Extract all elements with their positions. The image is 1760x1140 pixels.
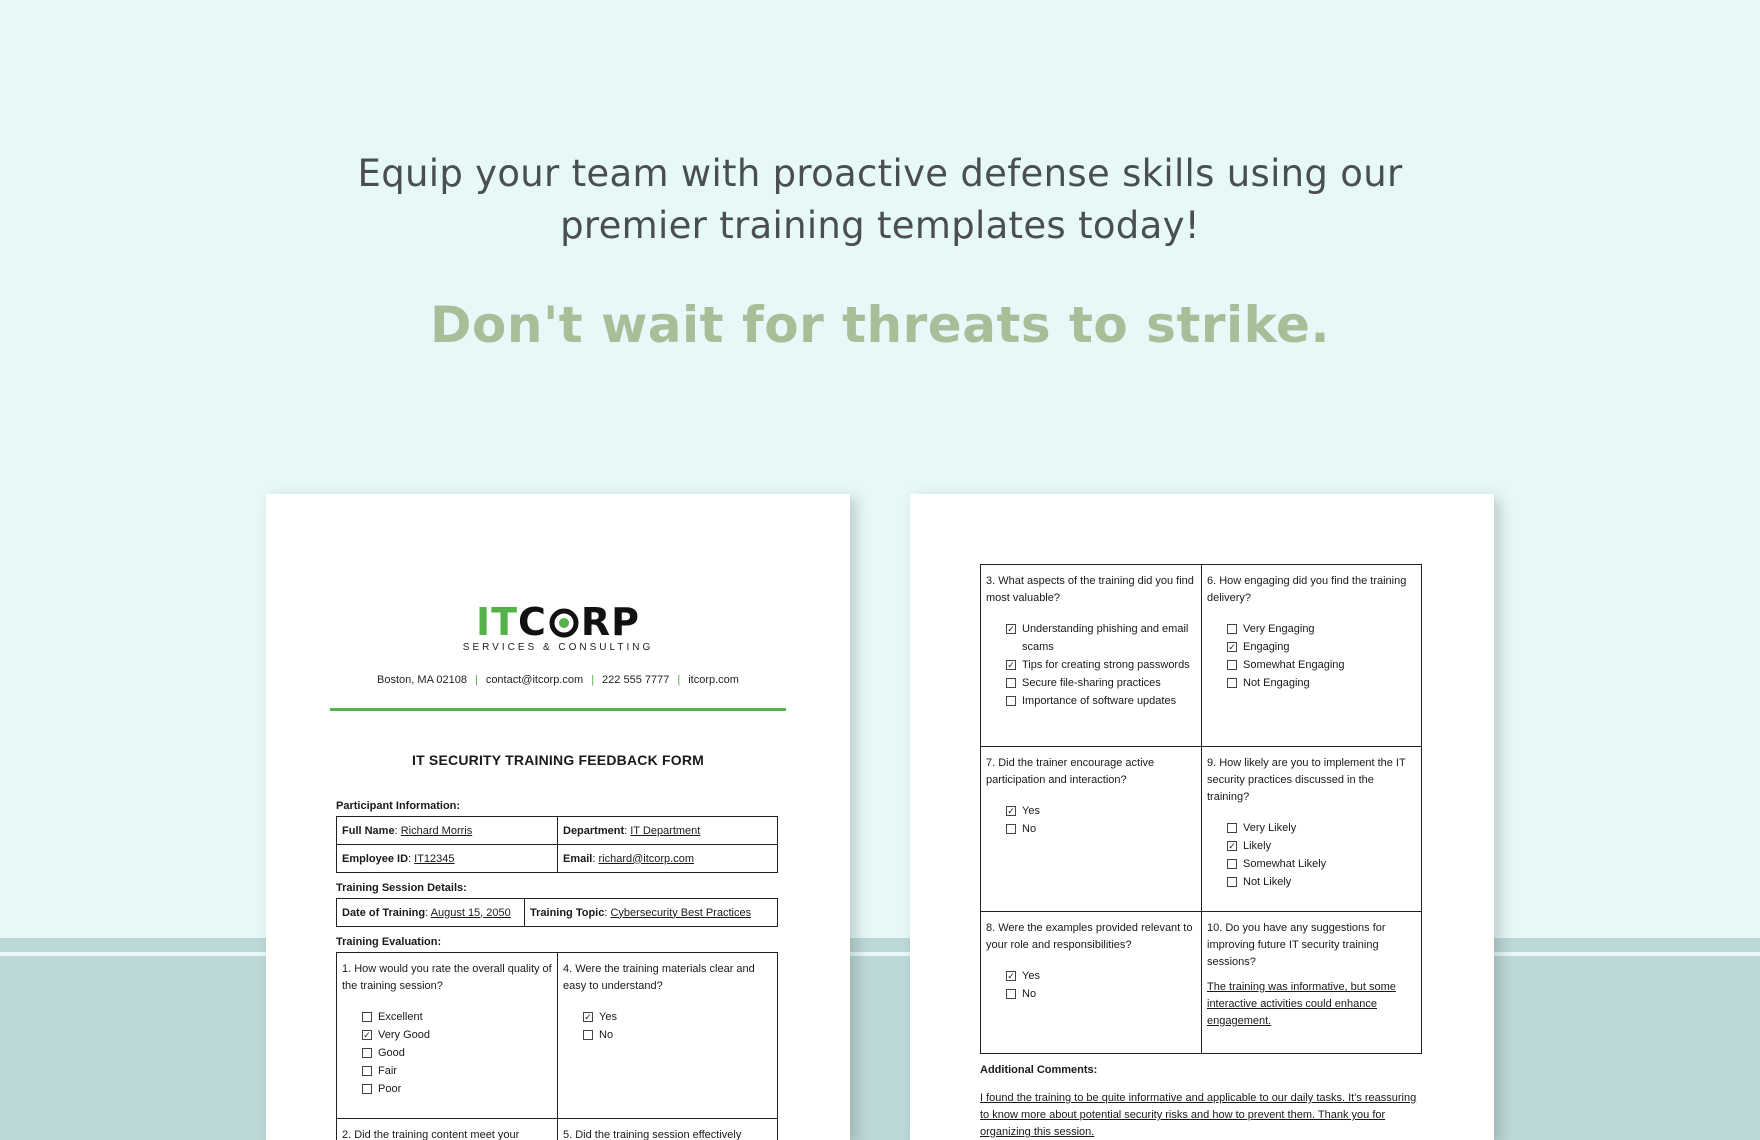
contact-line: Boston, MA 02108 | contact@itcorp.com | 222 555 7777 | itcorp.com [377, 674, 739, 686]
question-4-cell [558, 953, 778, 1119]
contact-address: Boston, MA 02108 [377, 674, 467, 686]
option-item [362, 1080, 552, 1098]
logo-corp-c: C [518, 600, 547, 644]
logo-o-icon [547, 602, 581, 642]
option-label: Yes [1022, 970, 1040, 982]
question-6-cell [1202, 565, 1422, 747]
checkbox[interactable] [1006, 989, 1016, 999]
checkbox[interactable] [1227, 678, 1237, 688]
option-label: Yes [599, 1011, 617, 1023]
option-item [1006, 820, 1196, 838]
question-7-options [986, 802, 1196, 838]
question-9-cell [1202, 747, 1422, 912]
evaluation-section-label: Training Evaluation: [336, 936, 442, 948]
checkbox[interactable]: ✓ [1007, 624, 1015, 634]
checkbox[interactable]: ✓ [1007, 660, 1015, 670]
question-3-cell [981, 565, 1202, 747]
question-5-cell [558, 1119, 778, 1140]
question-7-cell [981, 747, 1202, 912]
headline [0, 148, 1760, 252]
question-7-text: 7. Did the trainer encourage active participation and interaction? [986, 757, 1155, 786]
checkbox[interactable]: ✓ [1007, 971, 1015, 981]
option-item [1227, 855, 1416, 873]
checkbox[interactable]: ✓ [1007, 806, 1015, 816]
checkbox[interactable] [1227, 624, 1237, 634]
question-10-text: 10. Do you have any suggestions for improving future IT security training sessions? [1207, 922, 1386, 968]
option-item [1227, 620, 1416, 638]
date-value: August 15, 2050 [430, 906, 511, 919]
option-label: Poor [378, 1083, 402, 1095]
question-1-options [342, 1008, 552, 1098]
option-item [1006, 674, 1196, 692]
participant-table [336, 816, 778, 873]
date-cell: Date of Training: August 15, 2050 [337, 899, 525, 927]
option-item [1227, 656, 1416, 674]
question-9-options [1207, 819, 1416, 891]
option-item [362, 1026, 552, 1044]
option-label: Not Engaging [1243, 677, 1310, 689]
checkbox[interactable] [1006, 824, 1016, 834]
checkbox[interactable] [1227, 877, 1237, 887]
session-table [336, 898, 778, 927]
option-item [1227, 674, 1416, 692]
option-label: Fair [378, 1065, 397, 1077]
background-band-lower [0, 956, 1760, 1140]
option-item [1227, 837, 1416, 855]
checkbox[interactable]: ✓ [1228, 642, 1236, 652]
question-9-text: 9. How likely are you to implement the IT security practices discussed in the training? [1207, 757, 1406, 803]
question-3-text: 3. What aspects of the training did you find most valuable? [986, 575, 1194, 604]
employee-id-value: IT12345 [414, 852, 455, 865]
option-label: Importance of software updates [1022, 695, 1177, 707]
option-item [1227, 638, 1416, 656]
question-6-options [1207, 620, 1416, 692]
option-label: No [1022, 823, 1037, 835]
option-label: Yes [1022, 805, 1040, 817]
participant-section-label: Participant Information: [336, 800, 461, 812]
session-section-label: Training Session Details: [336, 882, 467, 894]
checkbox[interactable] [362, 1012, 372, 1022]
question-4-options [563, 1008, 772, 1044]
full-name-cell: Full Name: Richard Morris [337, 817, 558, 845]
option-item [1006, 985, 1196, 1003]
option-label: Somewhat Likely [1243, 858, 1327, 870]
option-item [1006, 620, 1196, 656]
option-item [1227, 819, 1416, 837]
logo-corp-rest: RP [580, 600, 641, 644]
email-value[interactable]: richard@itcorp.com [598, 852, 695, 865]
question-8-options [986, 967, 1196, 1003]
logo-subtitle: SERVICES & CONSULTING [462, 642, 654, 653]
checkbox[interactable] [362, 1084, 372, 1094]
option-item [362, 1062, 552, 1080]
option-label: Somewhat Engaging [1243, 659, 1345, 671]
evaluation-table-page-1 [336, 952, 778, 1140]
question-4-text: 4. Were the training materials clear and easy to understand? [563, 963, 755, 992]
form-page-1 [266, 494, 850, 1140]
headline-line-2: premier training templates today! [560, 204, 1200, 247]
question-5-text: 5. Did the training session effectively [563, 1129, 742, 1140]
checkbox[interactable] [1006, 678, 1016, 688]
option-item [583, 1008, 772, 1026]
question-2-text: 2. Did the training content meet your [342, 1129, 520, 1140]
question-1-cell [337, 953, 558, 1119]
option-item [1006, 656, 1196, 674]
contact-phone: 222 555 7777 [602, 674, 670, 686]
question-1-text: 1. How would you rate the overall quality of the training session? [342, 963, 552, 992]
evaluation-table-page-2 [980, 564, 1422, 1054]
option-label: Good [378, 1047, 405, 1059]
checkbox[interactable] [1227, 823, 1237, 833]
option-label: Excellent [378, 1011, 423, 1023]
company-logo [266, 602, 850, 653]
department-value: IT Department [630, 824, 701, 837]
question-8-cell [981, 912, 1202, 1054]
checkbox[interactable]: ✓ [1228, 841, 1236, 851]
option-item [362, 1044, 552, 1062]
checkbox[interactable] [362, 1048, 372, 1058]
option-label: Secure file-sharing practices [1022, 677, 1161, 689]
option-label: Very Engaging [1243, 623, 1315, 635]
additional-comments-label: Additional Comments: [980, 1064, 1098, 1076]
additional-comments-text: I found the training to be quite informative and applicable to our daily tasks. It's reassuring to know more about potential security risks and how to prevent them. Thank you for organizing this session. [980, 1092, 1417, 1138]
option-label: No [1022, 988, 1037, 1000]
checkbox[interactable] [1227, 859, 1237, 869]
checkbox[interactable] [1006, 696, 1016, 706]
option-item [583, 1026, 772, 1044]
department-cell: Department: IT Department [558, 817, 778, 845]
header-divider [330, 708, 786, 711]
full-name-value: Richard Morris [400, 824, 473, 837]
option-label: Tips for creating strong passwords [1022, 659, 1190, 671]
email-cell: Email: richard@itcorp.com [558, 845, 778, 873]
logo-it: IT [475, 600, 519, 644]
option-item [1006, 802, 1196, 820]
question-10-cell [1202, 912, 1422, 1054]
question-8-text: 8. Were the examples provided relevant to your role and responsibilities? [986, 922, 1193, 951]
contact-website[interactable]: itcorp.com [688, 674, 739, 686]
background-band [0, 938, 1760, 952]
option-item [1006, 967, 1196, 985]
question-2-cell [337, 1119, 558, 1140]
option-label: Engaging [1243, 641, 1290, 653]
topic-cell: Training Topic: Cybersecurity Best Practices [525, 899, 778, 927]
contact-email[interactable]: contact@itcorp.com [485, 674, 584, 686]
option-label: No [599, 1029, 614, 1041]
question-10-answer: The training was informative, but some interactive activities could enhance engagement. [1207, 981, 1396, 1027]
headline-line-1: Equip your team with proactive defense skills using our [357, 152, 1403, 195]
form-title: IT SECURITY TRAINING FEEDBACK FORM [412, 752, 704, 768]
option-label: Likely [1243, 840, 1272, 852]
option-label: Very Good [378, 1029, 430, 1041]
checkbox[interactable]: ✓ [584, 1012, 592, 1022]
checkbox[interactable] [362, 1066, 372, 1076]
option-item [362, 1008, 552, 1026]
option-label: Not Likely [1243, 876, 1292, 888]
employee-id-cell: Employee ID: IT12345 [337, 845, 558, 873]
tagline: Don't wait for threats to strike. [430, 296, 1330, 354]
checkbox[interactable]: ✓ [363, 1030, 371, 1040]
question-6-text: 6. How engaging did you find the training delivery? [1207, 575, 1407, 604]
form-page-2 [910, 494, 1494, 1140]
topic-value: Cybersecurity Best Practices [610, 906, 752, 919]
option-label: Very Likely [1243, 822, 1297, 834]
option-item [1227, 873, 1416, 891]
option-item [1006, 692, 1196, 710]
checkbox[interactable] [583, 1030, 593, 1040]
question-3-options [986, 620, 1196, 710]
option-label: Understanding phishing and email scams [1022, 623, 1189, 653]
checkbox[interactable] [1227, 660, 1237, 670]
